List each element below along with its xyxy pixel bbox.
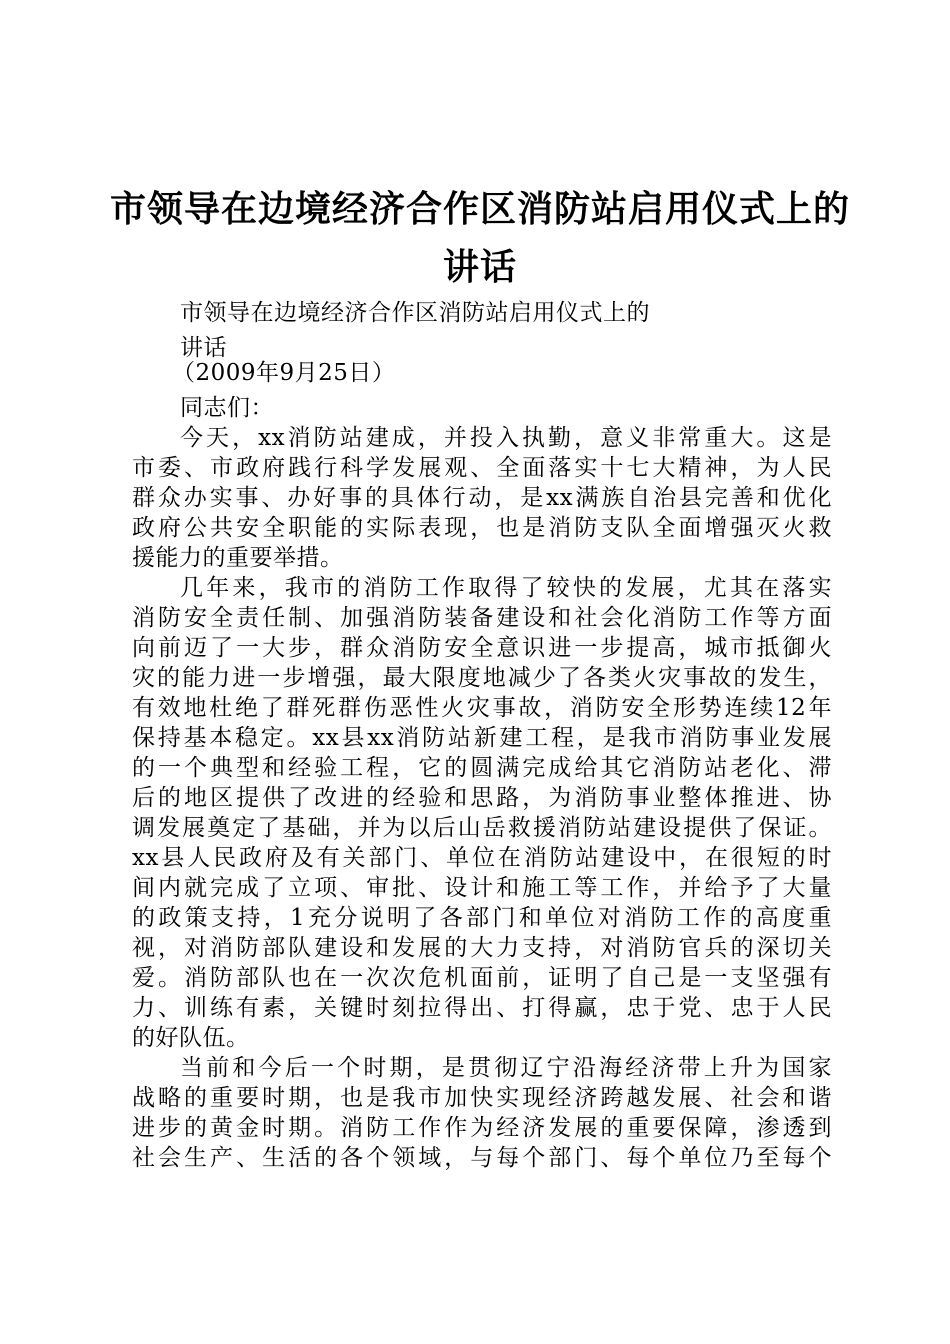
paragraph-line: 政府公共安全职能的实际表现，也是消防支队全面增强灭火救 xyxy=(132,515,832,541)
paragraph-line: 消防安全责任制、加强消防装备建设和社会化消防工作等方面 xyxy=(132,605,832,631)
paragraph-line: 当前和今后一个时期，是贯彻辽宁沿海经济带上升为国家 xyxy=(180,1055,832,1081)
speech-date: （2009年9月25日） xyxy=(172,360,396,386)
paragraph-line: 的政策支持，1充分说明了各部门和单位对消防工作的高度重 xyxy=(132,905,832,931)
paragraph-line: 进步的黄金时期。消防工作作为经济发展的重要保障，渗透到 xyxy=(132,1115,832,1141)
paragraph-line: 调发展奠定了基础，并为以后山岳救援消防站建设提供了保证。 xyxy=(132,815,832,841)
paragraph-line: 视，对消防部队建设和发展的大力支持，对消防官兵的深切关 xyxy=(132,935,832,961)
paragraph-line: 向前迈了一大步，群众消防安全意识进一步提高，城市抵御火 xyxy=(132,635,832,661)
paragraph-line: 的好队伍。 xyxy=(132,1025,250,1051)
paragraph-line: xx县人民政府及有关部门、单位在消防站建设中，在很短的时 xyxy=(132,845,832,871)
subtitle-line-1: 市领导在边境经济合作区消防站启用仪式上的 xyxy=(180,300,650,326)
document-title-line-2: 讲话 xyxy=(442,247,517,288)
paragraph-line: 战略的重要时期，也是我市加快实现经济跨越发展、社会和谐 xyxy=(132,1085,832,1111)
paragraph-line: 社会生产、生活的各个领域，与每个部门、每个单位乃至每个 xyxy=(132,1145,832,1171)
document-title-line-1: 市领导在边境经济合作区消防站启用仪式上的 xyxy=(110,189,851,230)
paragraph-line: 有效地杜绝了群死群伤恶性火灾事故，消防安全形势连续12年 xyxy=(132,695,832,721)
paragraph-line: 几年来，我市的消防工作取得了较快的发展，尤其在落实 xyxy=(180,575,832,601)
salutation: 同志们： xyxy=(180,395,274,421)
paragraph-line: 爱。消防部队也在一次次危机面前，证明了自己是一支坚强有 xyxy=(132,965,832,991)
paragraph-line: 群众办实事、办好事的具体行动，是xx满族自治县完善和优化 xyxy=(132,485,832,511)
paragraph-line: 后的地区提供了改进的经验和思路，为消防事业整体推进、协 xyxy=(132,785,832,811)
paragraph-line: 援能力的重要举措。 xyxy=(132,545,344,571)
paragraph-line: 力、训练有素，关键时刻拉得出、打得赢，忠于党、忠于人民 xyxy=(132,995,832,1021)
paragraph-line: 间内就完成了立项、审批、设计和施工等工作，并给予了大量 xyxy=(132,875,832,901)
paragraph-line: 保持基本稳定。xx县xx消防站新建工程，是我市消防事业发展 xyxy=(132,725,832,751)
paragraph-line: 的一个典型和经验工程，它的圆满完成给其它消防站老化、滞 xyxy=(132,755,832,781)
subtitle-line-2: 讲话 xyxy=(180,335,227,361)
paragraph-line: 市委、市政府践行科学发展观、全面落实十七大精神，为人民 xyxy=(132,455,832,481)
paragraph-line: 灾的能力进一步增强，最大限度地减少了各类火灾事故的发生， xyxy=(132,665,832,691)
paragraph-line: 今天，xx消防站建成，并投入执勤，意义非常重大。这是 xyxy=(180,425,832,451)
